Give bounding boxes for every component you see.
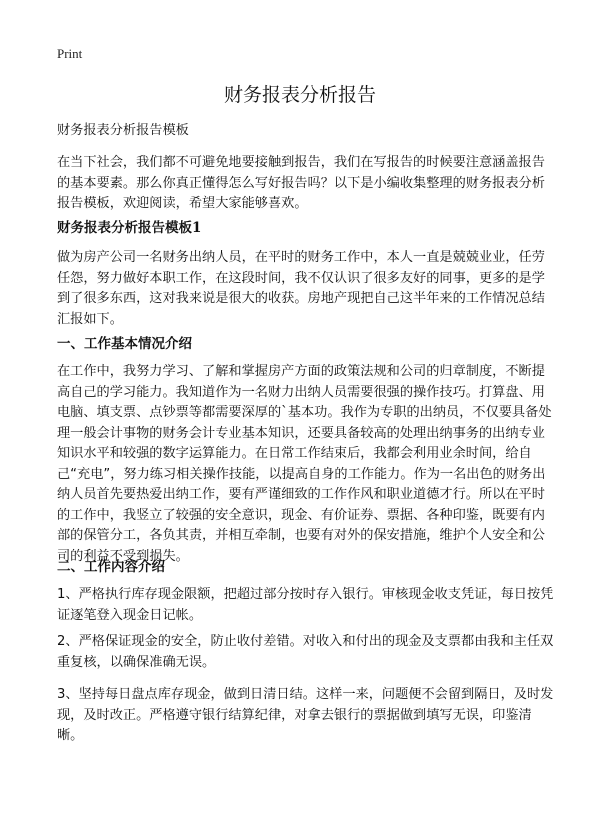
list-item-1: 1、严格执行库存现金限额，把超过部分按时存入银行。审核现金收支凭证，每日按凭证逐笔登入现金日记帐。	[57, 587, 554, 623]
heading-work-overview: 一、工作基本情况介绍	[57, 336, 192, 352]
list-item-3: 3、坚持每日盘点库存现金，做到日清日结。这样一来，问题便不会留到隔日，及时发现，及时改正。严格遵守银行结算纪律，对拿去银行的票据做到填写无误，印鉴清晰。	[57, 687, 554, 743]
heading-work-content: 二、工作内容介绍	[57, 559, 165, 575]
document-subtitle: 财务报表分析报告模板	[57, 123, 189, 138]
list-item-2: 2、严格保证现金的安全，防止收付差错。对收入和付出的现金及支票都由我和主任双重复核，以确保准确无误。	[57, 634, 554, 670]
page-title: 财务报表分析报告	[223, 84, 376, 106]
section-intro-paragraph: 做为房产公司一名财务出纳人员，在平时的财务工作中，本人一直是兢兢业业，任劳任怨，努力做好本职工作，在这段时间，我不仅认识了很多友好的同事，更多的是学到了很多东西，这对我来说是很大的收获。房地产现把自己这半年来的工作情况总结汇报如下。	[57, 250, 545, 327]
print-link[interactable]: Print	[57, 46, 83, 61]
section-title: 财务报表分析报告模板1	[57, 220, 202, 236]
intro-paragraph: 在当下社会，我们都不可避免地要接触到报告，我们在写报告的时候要注意涵盖报告的基本要素。那么你真正懂得怎么写好报告吗？以下是小编收集整理的财务报表分析报告模板，欢迎阅读，希望大家能够喜欢。	[57, 155, 545, 211]
work-overview-paragraph: 在工作中，我努力学习、了解和掌握房产方面的政策法规和公司的归章制度，不断提高自己的学习能力。我知道作为一名财力出纳人员需要很强的操作技巧。打算盘、用电脑、填支票、点钞票等都需要深厚的`基本功。我作为专职的出纳员，不仅要具备处理一般会计事物的财务会计专业基本知识，还要具备较高的处理出纳事务的出纳专业知识水平和较强的数字运算能力。在日常工作结束后，我都会利用业余时间，给自己“充电”，努力练习相关操作技能，以提高自身的工作能力。作为一名出色的财务出纳人员首先要热爱出纳工作，要有严谨细致的工作作风和职业道德才行。所以在平时的工作中，我竖立了较强的安全意识，现金、有价证券、票据、各种印鉴，既要有内部的保管分工，各负其责，并相互牵制，也要有对外的保安措施，维护个人安全和公司的利益不受到损失。	[57, 364, 552, 564]
